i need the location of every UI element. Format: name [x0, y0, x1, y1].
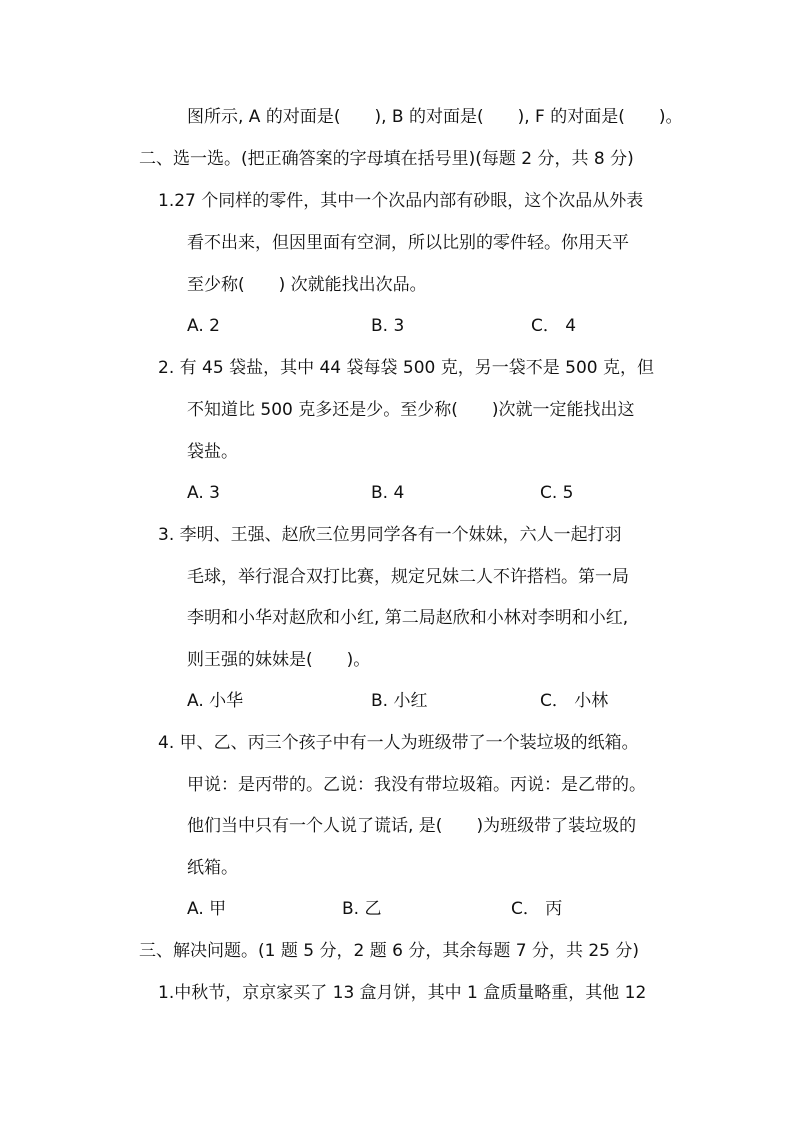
q3-line-1: 3. 李明、王强、赵欣三位男同学各有一个妹妹，六人一起打羽	[158, 525, 622, 545]
q4-line-1: 4. 甲、乙、丙三个孩子中有一人为班级带了一个装垃圾的纸箱。	[158, 733, 639, 753]
q4-line-4: 纸箱。	[187, 858, 238, 878]
prev-question-tail: 图所示, A 的对面是( ), B 的对面是( ), F 的对面是( )。	[187, 107, 683, 127]
section-3-heading: 三、解决问题。(1 题 5 分，2 题 6 分，其余每题 7 分，共 25 分)	[139, 941, 640, 961]
q2-line-1: 2. 有 45 袋盐，其中 44 袋每袋 500 克，另一袋不是 500 克，但	[158, 358, 655, 378]
section-2-heading: 二、选一选。(把正确答案的字母填在括号里)(每题 2 分，共 8 分)	[139, 149, 634, 169]
q3-option-b: B. 小红	[371, 691, 428, 711]
q4-option-a: A. 甲	[187, 899, 227, 919]
q3-option-c: C． 小林	[540, 691, 609, 711]
q1-line-1: 1.27 个同样的零件，其中一个次品内部有砂眼，这个次品从外表	[158, 191, 644, 211]
q4-line-3: 他们当中只有一个人说了谎话, 是( )为班级带了装垃圾的	[187, 816, 637, 836]
q3-option-a: A. 小华	[187, 691, 244, 711]
q1-option-b: B. 3	[371, 316, 405, 336]
q1-option-c: C． 4	[531, 316, 577, 336]
q1-option-a: A. 2	[187, 316, 220, 336]
q1-line-3: 至少称( ) 次就能找出次品。	[187, 275, 427, 295]
q2-option-c: C. 5	[540, 483, 574, 503]
q4-option-c: C． 丙	[511, 899, 563, 919]
q4-option-b: B. 乙	[342, 899, 382, 919]
q3-line-2: 毛球，举行混合双打比赛，规定兄妹二人不许搭档。第一局	[187, 567, 629, 587]
q3-line-4: 则王强的妹妹是( )。	[187, 650, 371, 670]
q2-option-a: A. 3	[187, 483, 220, 503]
q2-line-3: 袋盐。	[187, 442, 238, 462]
q2-line-2: 不知道比 500 克多还是少。至少称( )次就一定能找出这	[187, 400, 635, 420]
q4-line-2: 甲说：是丙带的。乙说：我没有带垃圾箱。丙说：是乙带的。	[187, 775, 646, 795]
q2-option-b: B. 4	[371, 483, 405, 503]
q1-line-2: 看不出来，但因里面有空洞，所以比别的零件轻。你用天平	[187, 233, 629, 253]
s3-q1-line-1: 1.中秋节，京京家买了 13 盒月饼，其中 1 盒质量略重，其他 12	[158, 983, 647, 1003]
q3-line-3: 李明和小华对赵欣和小红, 第二局赵欣和小林对李明和小红,	[187, 608, 629, 628]
